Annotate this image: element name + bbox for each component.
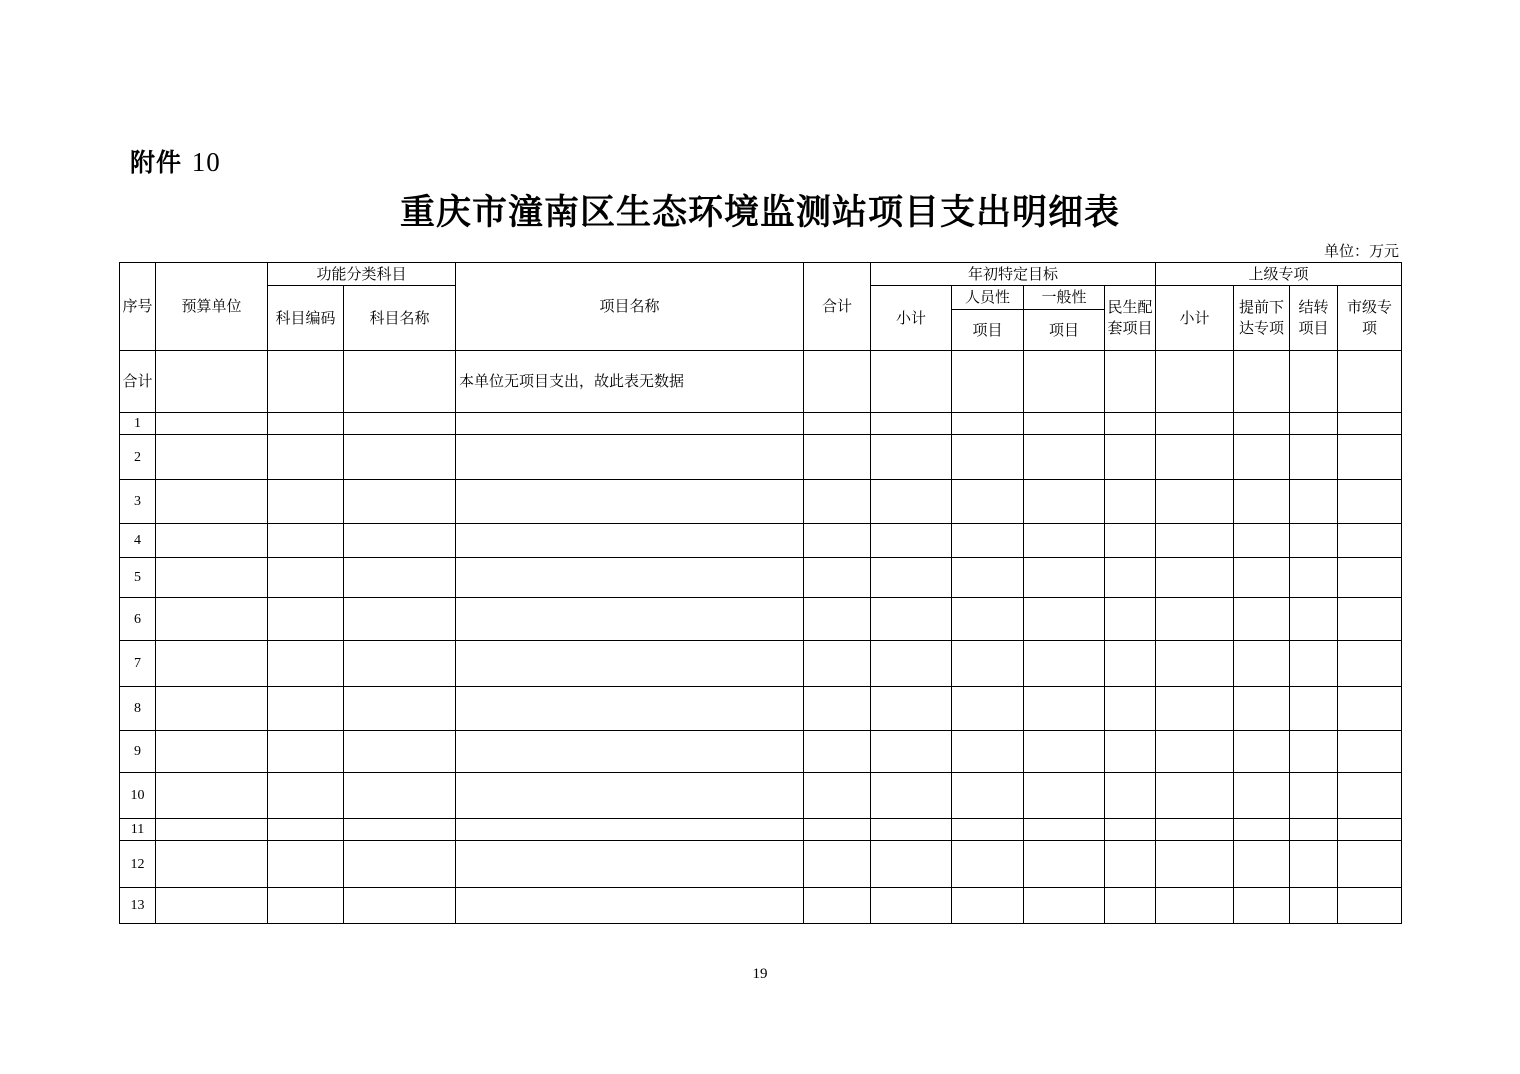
- table-row: [120, 435, 1402, 480]
- header-general-top: 一般性: [1024, 286, 1105, 310]
- header-superior-special: 上级专项: [1156, 263, 1402, 286]
- header-budget-unit: 预算单位: [156, 263, 268, 351]
- table-row: [120, 598, 1402, 641]
- page-title: 重庆市潼南区生态环境监测站项目支出明细表: [399, 192, 1120, 233]
- header-general-bottom: 项目: [1024, 310, 1105, 351]
- header-subtotal: 小计: [871, 286, 952, 351]
- header-personnel-bottom: 项目: [952, 310, 1024, 351]
- header-city-special: 市级专项: [1338, 286, 1402, 351]
- header-advance: 提前下达专项: [1234, 286, 1290, 351]
- table-row: [120, 888, 1402, 924]
- header-subtotal-2: 小计: [1156, 286, 1234, 351]
- row-number: 4: [120, 524, 156, 558]
- attachment-label-text: 附件: [130, 148, 183, 177]
- table-row-total: [120, 351, 1402, 413]
- no-data-note: 本单位无项目支出，故此表无数据: [456, 351, 804, 413]
- row-number: 2: [120, 435, 156, 480]
- row-number: 7: [120, 641, 156, 687]
- attachment-label: [130, 143, 221, 179]
- project-expenditure-table: [119, 262, 1402, 924]
- row-number: 8: [120, 687, 156, 731]
- table-row: [120, 641, 1402, 687]
- table-row: [120, 773, 1402, 819]
- page-number: 19: [752, 966, 768, 982]
- row-number: 13: [120, 888, 156, 924]
- row-number: 3: [120, 480, 156, 524]
- header-annual-target: 年初特定目标: [871, 263, 1156, 286]
- attachment-number: 10: [191, 147, 221, 177]
- table-row: [120, 819, 1402, 841]
- header-personnel-top: 人员性: [952, 286, 1024, 310]
- header-project-name: 项目名称: [456, 263, 804, 351]
- row-number: 11: [120, 819, 156, 841]
- row-number: 12: [120, 841, 156, 888]
- table-row: [120, 524, 1402, 558]
- row-number: 5: [120, 558, 156, 598]
- header-livelihood: 民生配套项目: [1105, 286, 1156, 351]
- table-row: [120, 558, 1402, 598]
- row-number: 1: [120, 413, 156, 435]
- unit-label: 单位：万元: [1323, 242, 1399, 260]
- table-row: [120, 731, 1402, 773]
- row-number: 6: [120, 598, 156, 641]
- header-subject-name: 科目名称: [344, 286, 456, 351]
- header-functional-class: 功能分类科目: [268, 263, 456, 286]
- total-row-label: 合计: [120, 351, 156, 413]
- header-carryover: 结转项目: [1290, 286, 1338, 351]
- row-number: 9: [120, 731, 156, 773]
- header-seq: 序号: [120, 263, 156, 351]
- row-number: 10: [120, 773, 156, 819]
- table-row: [120, 687, 1402, 731]
- table-row: [120, 841, 1402, 888]
- table-row: [120, 413, 1402, 435]
- header-subject-code: 科目编码: [268, 286, 344, 351]
- table-row: [120, 480, 1402, 524]
- header-total: 合计: [804, 263, 871, 351]
